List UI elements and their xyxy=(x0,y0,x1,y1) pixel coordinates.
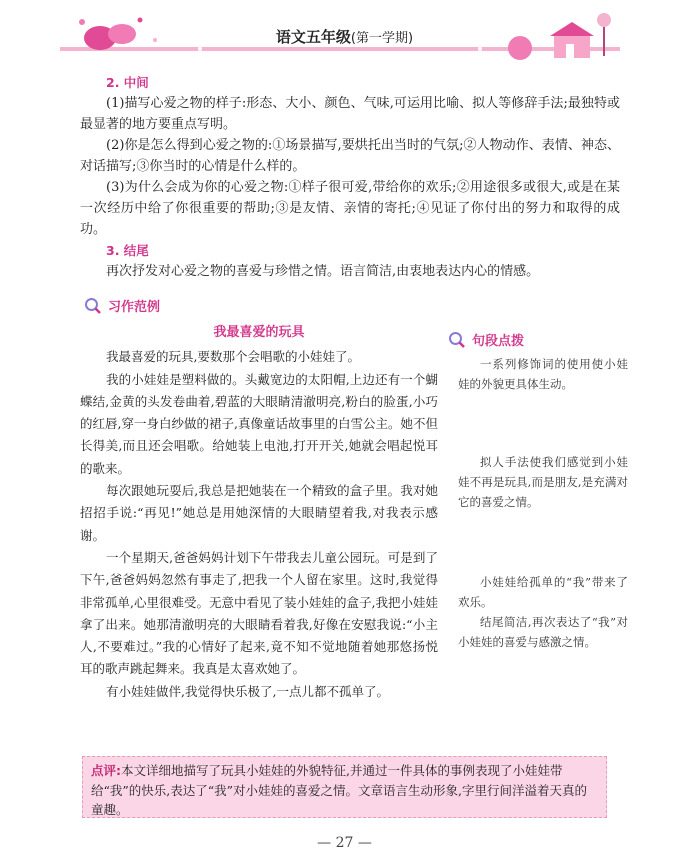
essay-title: 我最喜爱的玩具 xyxy=(213,325,305,340)
section-heading-end: 3. 结尾 xyxy=(106,243,149,258)
outline-section xyxy=(80,72,620,282)
side-note xyxy=(458,572,628,612)
page-number: — 27 — xyxy=(317,835,372,851)
review-label: 点评: xyxy=(91,763,121,778)
example-tag xyxy=(84,296,160,315)
side-note-text: 一系列修饰词的使用使小娃娃的外貌更具体生动。 xyxy=(458,357,628,391)
essay-paragraph: 每次跟她玩耍后,我总是把她装在一个精致的盒子里。我对她招招手说:“再见!”她总是用她深情的大眼睛望着我,对我表示感谢。 xyxy=(80,483,438,543)
comments-label: 句段点拨 xyxy=(472,334,525,349)
paragraph: (3)为什么会成为你的心爱之物:①样子很可爱,带给你的欢乐;②用途很多或很大,或是在某一次经历中给了你很重要的帮助;③是友情、亲情的寄托;④见证了你付出的努力和取得的成功。 xyxy=(80,180,620,237)
paragraph: 再次抒发对心爱之物的喜爱与珍惜之情。语言简洁,由衷地表达内心的情感。 xyxy=(106,264,540,279)
magnifier-icon xyxy=(84,297,102,315)
book-title: 语文五年级(第一学期) xyxy=(275,28,414,46)
paragraph: (1)描写心爱之物的样子:形态、大小、颜色、气味,可运用比喻、拟人等修辞手法;最独特或最显著的地方要重点写明。 xyxy=(80,96,620,132)
magnifier-icon xyxy=(448,331,466,349)
section-heading-middle: 2. 中间 xyxy=(106,75,149,90)
side-note-text: 拟人手法使我们感觉到小娃娃不再是玩具,而是朋友,是充满对它的喜爱之情。 xyxy=(458,455,628,509)
side-note xyxy=(458,354,628,394)
side-note-text: 小娃娃给孤单的“我”带来了欢乐。 xyxy=(458,575,628,609)
essay-paragraph: 有小娃娃做伴,我觉得快乐极了,一点儿都不孤单了。 xyxy=(106,683,389,699)
side-note xyxy=(458,452,628,512)
paragraph: (2)你是怎么得到心爱之物的:①场景描写,要烘托出当时的气氛;②人物动作、表情、神态、对话描写;③你当时的心情是什么样的。 xyxy=(80,138,620,174)
review-text: 本文详细地描写了玩具小娃娃的外貌特征,并通过一件具体的事例表现了小娃娃带给“我”的快乐,表达了“我”对小娃娃的喜爱之情。文章语言生动形象,字里行间洋溢着天真的童趣。 xyxy=(91,763,588,817)
example-essay xyxy=(80,322,438,703)
essay-paragraph: 我最喜爱的玩具,要数那个会唱歌的小娃娃了。 xyxy=(106,349,360,365)
comments-tag xyxy=(448,330,524,349)
page-header xyxy=(0,0,689,80)
essay-paragraph: 我的小娃娃是塑料做的。头戴宽边的太阳帽,上边还有一个蝴蝶结,金黄的头发卷曲着,碧蓝的大眼睛清澈明亮,粉白的脸蛋,小巧的红唇,穿一身白纱做的裙子,真像童话故事里的白雪公主。她不但长得美,而且还会唱歌。给她装上电池,打开开关,她就会唱起悦耳的歌来。 xyxy=(80,371,438,476)
house-decoration xyxy=(500,8,620,68)
example-label: 习作范例 xyxy=(108,300,161,315)
review-comment-box xyxy=(82,756,607,818)
side-note-text: 结尾简洁,再次表达了“我”对小娃娃的喜爱与感激之情。 xyxy=(458,615,628,649)
side-note xyxy=(458,612,628,652)
essay-paragraph: 一个星期天,爸爸妈妈计划下午带我去儿童公园玩。可是到了下午,爸爸妈妈忽然有事走了,把我一个人留在家里。这时,我觉得非常孤单,心里很难受。无意中看见了装小娃娃的盒子,我把小娃娃拿了出来。她那清澈明亮的大眼睛看着我,好像在安慰我说:“小主人,不要难过。”我的心情好了起来,竟不知不觉地随着她那悠扬悦耳的歌声跳起舞来。我真是太喜欢她了。 xyxy=(80,549,438,677)
